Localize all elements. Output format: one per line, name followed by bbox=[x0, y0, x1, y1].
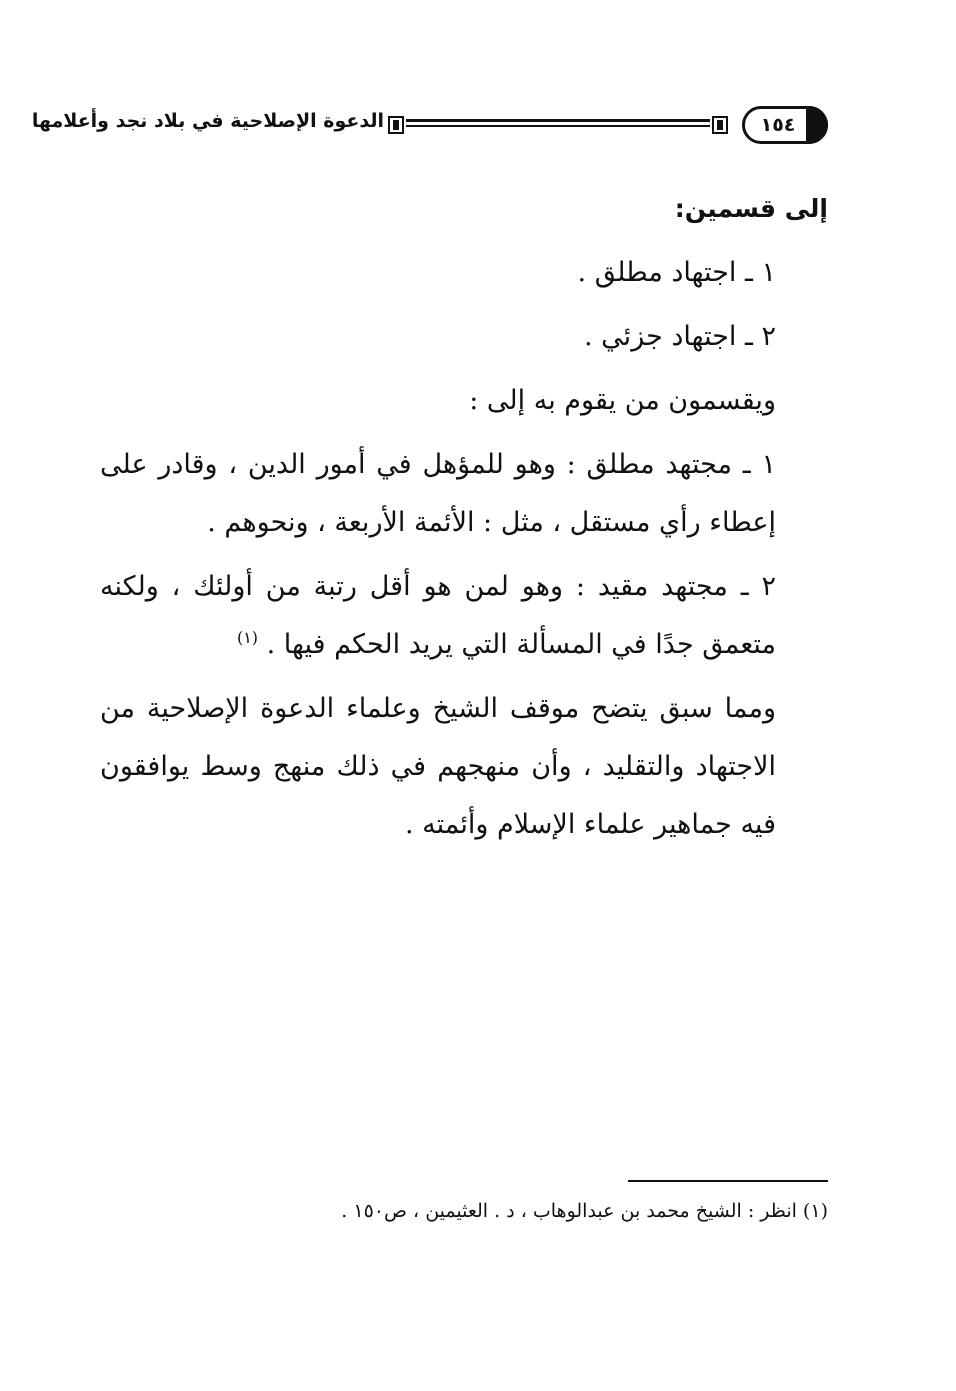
paragraph-mujtahid-mutlaq: ١ ـ مجتهد مطلق : وهو للمؤهل في أمور الدين ، وقادر على إعطاء رأي مستقل ، مثل : الأئمة الأربعة ، ونحوهم . bbox=[100, 449, 776, 538]
paragraph-mujtahid-muqayyad bbox=[100, 558, 828, 674]
running-header bbox=[31, 104, 828, 148]
page-body bbox=[100, 180, 828, 854]
footnote-reference[interactable]: (١) bbox=[236, 628, 259, 647]
page-number-badge bbox=[742, 106, 828, 144]
page-number: ١٥٤ bbox=[760, 114, 796, 136]
footnote: (١) انظر : الشيخ محمد بن عبدالوهاب ، د . العثيمين ، ص١٥٠ . bbox=[341, 1200, 828, 1222]
running-title: الدعوة الإصلاحية في بلاد نجد وأعلامها bbox=[31, 110, 384, 132]
header-ornament-left bbox=[388, 116, 404, 134]
list-item-ijtihad-mutlaq: ١ ـ اجتهاد مطلق . bbox=[577, 257, 776, 288]
list-item-ijtihad-juzi: ٢ ـ اجتهاد جزئي . bbox=[584, 321, 776, 352]
header-ornament-right bbox=[712, 116, 728, 134]
section-heading: إلى قسمين: bbox=[674, 194, 828, 223]
footnote-separator bbox=[628, 1180, 828, 1182]
mujtahid-muqayyad-text: ٢ ـ مجتهد مقيد : وهو لمن هو أقل رتبة من أولئك ، ولكنه متعمق جدًا في المسألة التي يريد الحكم فيها . bbox=[100, 571, 776, 660]
header-double-rule bbox=[406, 119, 710, 127]
conclusion-paragraph: ومما سبق يتضح موقف الشيخ وعلماء الدعوة الإصلاحية من الاجتهاد والتقليد ، وأن منهجهم في ذلك منهج وسط يوافقون فيه جماهير علماء الإسلام وأئمته . bbox=[100, 693, 776, 840]
intro-paragraph: ويقسمون من يقوم به إلى : bbox=[469, 385, 776, 416]
